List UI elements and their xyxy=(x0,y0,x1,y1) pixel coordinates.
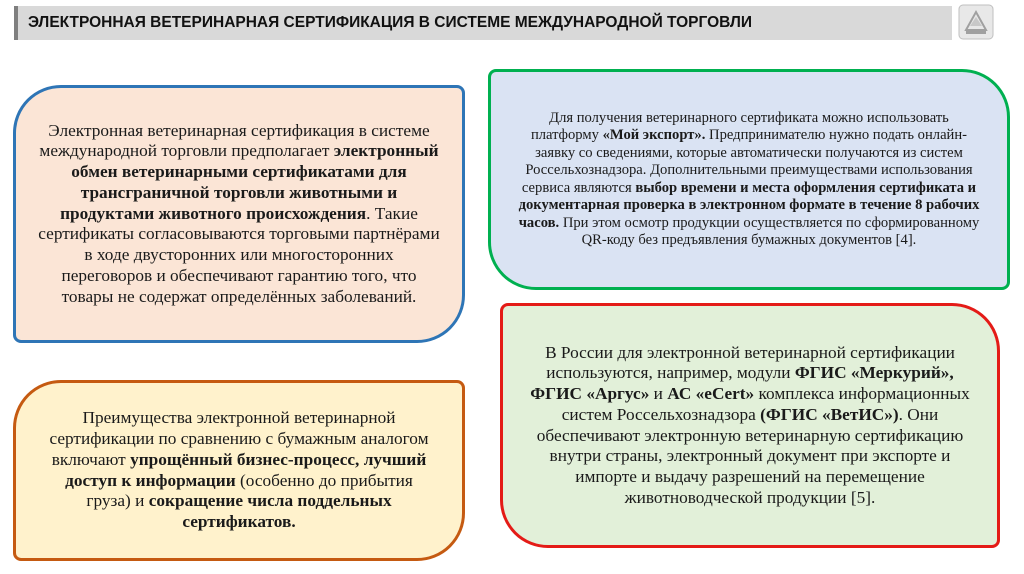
my-export-text: Для получения ветеринарного сертификата можно использовать платформу «Мой экспорт». Предпринимателю нужно подать онлайн-заявку со сведениями, которые автоматически получаются из систем Россельхознадзора. Дополнительными преимуществами использования сервиса являются выбор времени и места оформления сертификата и документарная проверка в электронном формате в течение 8 рабочих часов. При этом осмотр продукции осуществляется по сформированному QR-коду без предъявления бумажных документов [4]. xyxy=(518,109,980,248)
slide-title: ЭЛЕКТРОННАЯ ВЕТЕРИНАРНАЯ СЕРТИФИКАЦИЯ В СИСТЕМЕ МЕЖДУНАРОДНОЙ ТОРГОВЛИ xyxy=(28,14,752,31)
info-box-my-export xyxy=(488,69,1010,290)
definition-text: Электронная ветеринарная сертификация в системе международной торговли предполагает электронный обмен ветеринарными сертификатами для трансграничной торговли животными и продуктами животного происхождения. Такие сертификаты согласовываются торговыми партнёрами в ходе двусторонних или многосторонних переговоров и обеспечивают гарантию того, что товары не содержат определённых заболеваний. xyxy=(38,120,440,306)
info-box-definition xyxy=(13,85,465,343)
slide-title-bar xyxy=(14,6,952,40)
advantages-text: Преимущества электронной ветеринарной сертификации по сравнению с бумажным аналогом включают упрощённый бизнес-процесс, лучший доступ к информации (особенно до прибытия груза) и сокращение числа поддельных сертификатов. xyxy=(49,408,429,531)
russia-systems-text: В России для электронной ветеринарной сертификации используются, например, модули ФГИС «Меркурий», ФГИС «Аргус» и АС «eCert» комплекса информационных систем Россельхознадзора (ФГИС «ВетИС»). Они обеспечивают электронную ветеринарную сертификацию внутри страны, электронный документ при экспорте и импорте и выдачу разрешений на перемещение животноводческой продукции [5]. xyxy=(530,342,970,507)
info-box-russia-systems xyxy=(500,303,1000,548)
emblem-icon xyxy=(958,4,994,40)
info-box-advantages xyxy=(13,380,465,561)
